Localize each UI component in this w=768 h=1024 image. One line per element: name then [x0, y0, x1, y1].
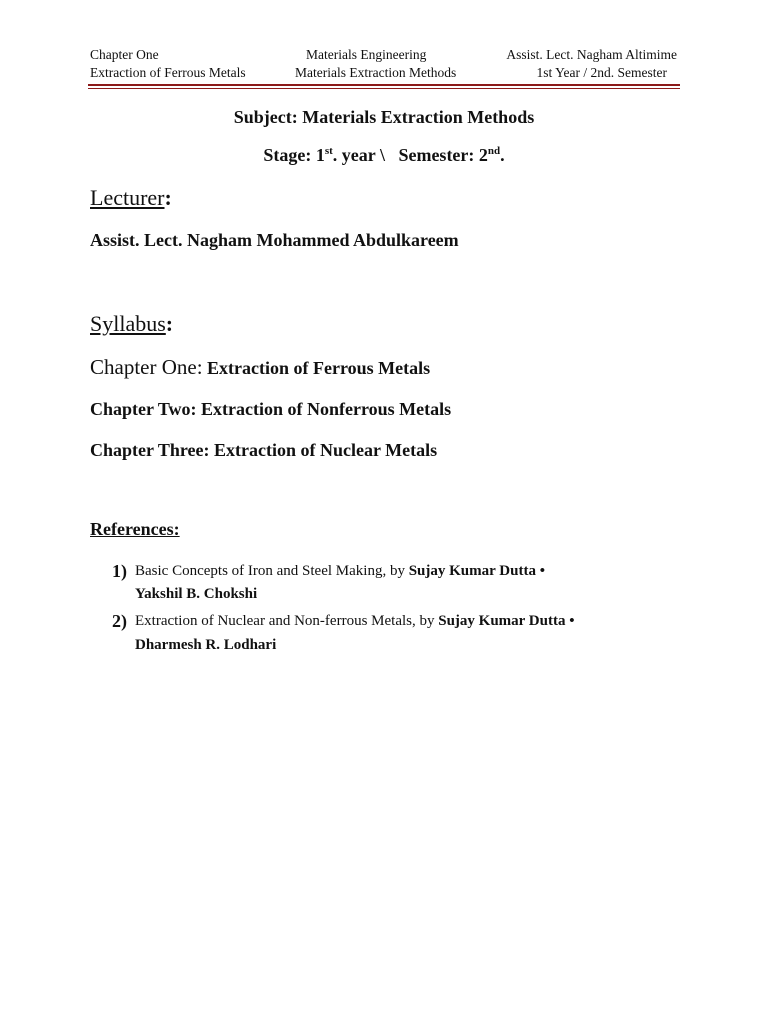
syllabus-chapter-two: Chapter Two: Extraction of Nonferrous Metals: [90, 399, 452, 419]
reference-number: 1): [112, 561, 127, 581]
subject-line: Subject: Materials Extraction Methods: [233, 107, 535, 127]
syllabus-chapter-one: Chapter One: Extraction of Ferrous Metals: [90, 355, 431, 379]
lecturer-heading: Lecturer:: [90, 185, 172, 210]
references-heading: References:: [90, 519, 180, 539]
syllabus-heading: Syllabus:: [90, 311, 174, 336]
header-rule-thin: [88, 88, 680, 89]
reference-number: 2): [112, 611, 127, 631]
lecturer-name: Assist. Lect. Nagham Mohammed Abdulkareem: [90, 230, 459, 250]
header-author: Assist. Lect. Nagham Altimime: [506, 47, 677, 62]
header-chapter-title: Extraction of Ferrous Metals: [90, 65, 246, 80]
header-department: Materials Engineering: [306, 47, 427, 62]
header-chapter: Chapter One: [90, 47, 159, 62]
header-course: Materials Extraction Methods: [295, 65, 457, 80]
stage-line: Stage: 1st. year \ Semester: 2nd.: [263, 145, 505, 165]
header-semester: 1st Year / 2nd. Semester: [536, 65, 667, 80]
header-rule-thick: [88, 84, 680, 86]
syllabus-chapter-three: Chapter Three: Extraction of Nuclear Metals: [90, 440, 438, 460]
